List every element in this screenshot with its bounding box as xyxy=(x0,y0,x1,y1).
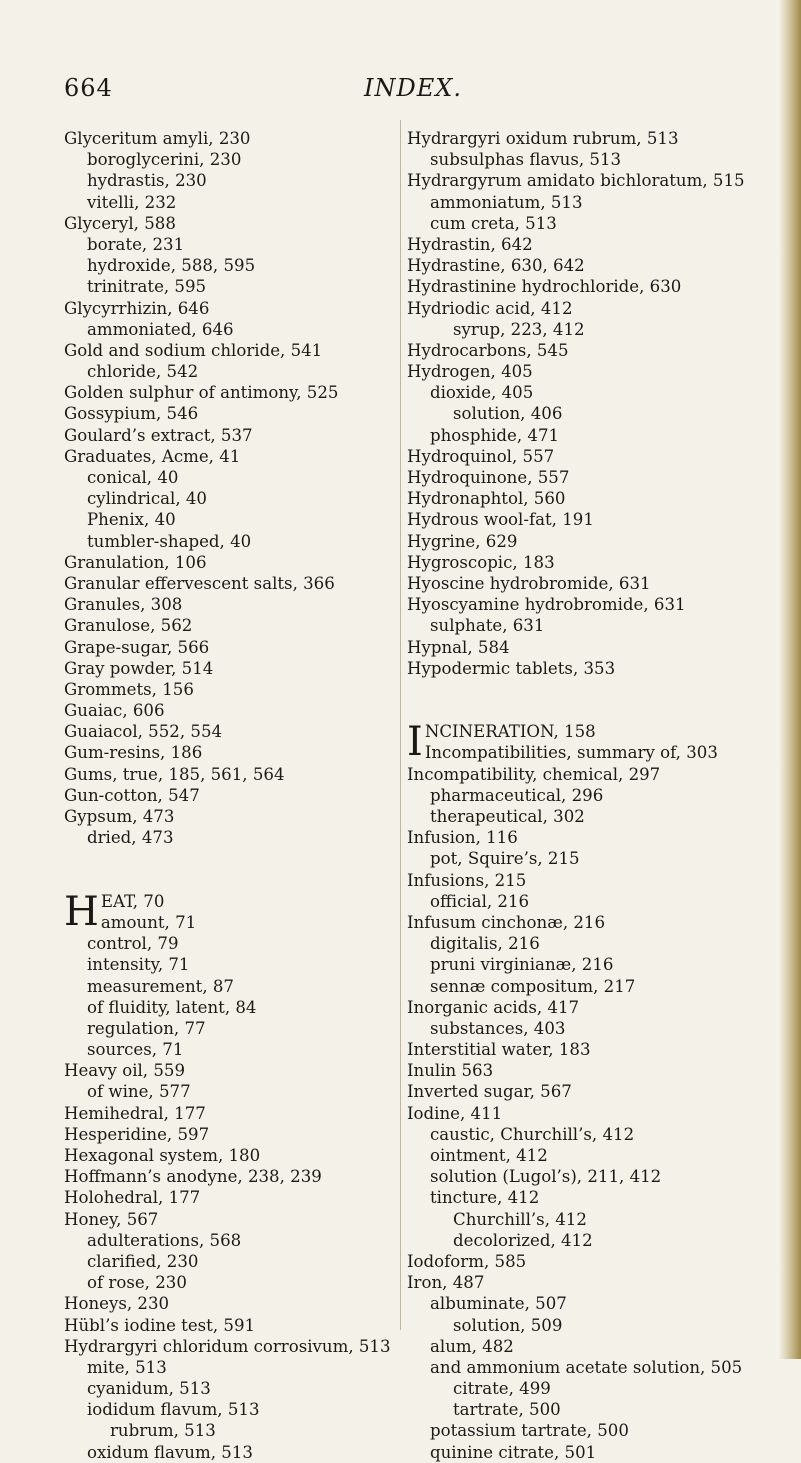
index-entry: NCINERATION, 158 xyxy=(424,722,596,742)
index-entry: Gray powder, 514 xyxy=(64,658,214,678)
index-entry: Gold and sodium chloride, 541 xyxy=(64,340,323,360)
index-entry: Inulin 563 xyxy=(407,1061,494,1081)
index-entry: Hydrastine, 630, 642 xyxy=(407,256,585,276)
index-entry: Glycyrrhizin, 646 xyxy=(64,298,210,318)
index-entry: Hydriodic acid, 412 xyxy=(407,298,573,318)
index-entry: Golden sulphur of antimony, 525 xyxy=(64,383,339,403)
index-entry: Gums, true, 185, 561, 564 xyxy=(64,764,285,784)
index-entry: tincture, 412 xyxy=(430,1188,540,1208)
index-entry: Iodoform, 585 xyxy=(407,1251,527,1271)
index-entry: Granulose, 562 xyxy=(64,616,193,636)
index-entry: syrup, 223, 412 xyxy=(453,319,585,339)
index-entry: solution, 406 xyxy=(453,404,563,424)
index-entry: of fluidity, latent, 84 xyxy=(87,997,257,1017)
index-entry: potassium tartrate, 500 xyxy=(430,1421,629,1441)
index-entry: Gypsum, 473 xyxy=(64,807,175,826)
index-entry: dioxide, 405 xyxy=(430,383,534,403)
section-h-entries xyxy=(64,933,394,1463)
index-entry: Inorganic acids, 417 xyxy=(407,997,580,1017)
index-entry: caustic, Churchill’s, 412 xyxy=(430,1124,635,1144)
index-entry: Hypodermic tablets, 353 xyxy=(407,658,616,678)
index-entry: pot, Squire’s, 215 xyxy=(430,849,580,869)
index-entry: solution (Lugol’s), 211, 412 xyxy=(430,1167,662,1187)
index-entry: Phenix, 40 xyxy=(87,510,176,530)
index-entry: regulation, 77 xyxy=(87,1018,206,1038)
index-entry: Hydrastinine hydrochloride, 630 xyxy=(407,277,682,297)
index-entry: Iron, 487 xyxy=(407,1273,485,1293)
running-head: INDEX. xyxy=(364,74,462,102)
section-i-start xyxy=(407,719,787,766)
column-divider xyxy=(400,120,401,1330)
index-entry: Grape-sugar, 566 xyxy=(64,637,210,657)
left-column xyxy=(64,128,394,1463)
index-entry: of wine, 577 xyxy=(87,1082,191,1102)
index-entry: adulterations, 568 xyxy=(87,1230,242,1250)
index-entry: Granules, 308 xyxy=(64,595,183,615)
index-entry: Incompatibility, chemical, 297 xyxy=(407,764,661,784)
index-entry: quinine citrate, 501 xyxy=(430,1442,597,1462)
index-entry: mite, 513 xyxy=(87,1357,167,1377)
index-entry: dried, 473 xyxy=(87,828,174,848)
index-entry: Gossypium, 546 xyxy=(64,404,199,424)
dropcap-i: I xyxy=(407,719,423,766)
index-entry: oxidum flavum, 513 xyxy=(87,1442,253,1462)
index-entry: digitalis, 216 xyxy=(430,934,540,954)
index-entry: alum, 482 xyxy=(430,1336,514,1356)
index-entry: of rose, 230 xyxy=(87,1273,187,1293)
index-entry: cylindrical, 40 xyxy=(87,489,207,509)
index-entry: Granular effervescent salts, 366 xyxy=(64,573,335,593)
page-number: 664 xyxy=(64,74,113,102)
index-entry: Hemihedral, 177 xyxy=(64,1103,206,1123)
index-entry: Hoffmann’s anodyne, 238, 239 xyxy=(64,1167,322,1187)
index-entry: Hydrogen, 405 xyxy=(407,362,533,382)
index-entry: Hesperidine, 597 xyxy=(64,1124,210,1144)
index-entry: Hydrous wool-fat, 191 xyxy=(407,510,594,530)
index-entry: phosphide, 471 xyxy=(430,425,560,445)
index-entry: measurement, 87 xyxy=(87,976,234,996)
section-h-continued-entries xyxy=(407,128,787,679)
index-entry: Infusions, 215 xyxy=(407,870,527,890)
index-entry: sulphate, 631 xyxy=(430,616,545,636)
index-entry: Infusum cinchonæ, 216 xyxy=(407,912,606,932)
index-entry: boroglycerini, 230 xyxy=(87,150,242,170)
index-entry: Goulard’s extract, 537 xyxy=(64,425,253,445)
index-entry: Hydrargyrum amidato bichloratum, 515 xyxy=(407,171,745,191)
index-entry: Hygroscopic, 183 xyxy=(407,552,555,572)
index-entry: sources, 71 xyxy=(87,1040,184,1060)
index-entry: intensity, 71 xyxy=(87,955,190,975)
index-entry: rubrum, 513 xyxy=(110,1421,216,1441)
index-entry: Hydrargyri oxidum rubrum, 513 xyxy=(407,129,679,148)
index-entry: Infusion, 116 xyxy=(407,828,518,848)
index-entry: albuminate, 507 xyxy=(430,1294,567,1314)
index-entry: Honey, 567 xyxy=(64,1209,159,1229)
index-entry: hydroxide, 588, 595 xyxy=(87,256,256,276)
index-entry: Graduates, Acme, 41 xyxy=(64,446,241,466)
index-entry: tumbler-shaped, 40 xyxy=(87,531,252,551)
index-entry: ammoniatum, 513 xyxy=(430,192,583,212)
index-entry: Hexagonal system, 180 xyxy=(64,1146,261,1166)
index-entry: pruni virginianæ, 216 xyxy=(430,955,614,975)
index-entry: EAT, 70 xyxy=(100,891,165,911)
index-entry: Inverted sugar, 567 xyxy=(407,1082,572,1102)
index-entry: Hydrastin, 642 xyxy=(407,234,533,254)
index-entry: Honeys, 230 xyxy=(64,1294,170,1314)
section-g-entries xyxy=(64,128,394,848)
index-entry: clarified, 230 xyxy=(87,1251,199,1271)
index-entry: Incompatibilities, summary of, 303 xyxy=(424,743,718,763)
index-entry: Interstitial water, 183 xyxy=(407,1040,591,1060)
index-entry: Grommets, 156 xyxy=(64,679,194,699)
index-entry: Gum-resins, 186 xyxy=(64,743,203,763)
index-entry: pharmaceutical, 296 xyxy=(430,785,604,805)
index-entry: therapeutical, 302 xyxy=(430,807,585,827)
index-entry: solution, 509 xyxy=(453,1315,563,1335)
index-entry: decolorized, 412 xyxy=(453,1230,593,1250)
index-entry: citrate, 499 xyxy=(453,1379,551,1399)
index-entry: amount, 71 xyxy=(100,912,197,932)
index-entry: borate, 231 xyxy=(87,234,185,254)
index-entry: Hübl’s iodine test, 591 xyxy=(64,1315,256,1335)
index-entry: tartrate, 500 xyxy=(453,1400,561,1420)
index-entry: Guaiacol, 552, 554 xyxy=(64,722,223,742)
index-entry: Hydronaphtol, 560 xyxy=(407,489,566,509)
index-entry: Holohedral, 177 xyxy=(64,1188,201,1208)
right-column xyxy=(407,128,787,1463)
index-entry: subsulphas flavus, 513 xyxy=(430,150,622,170)
dropcap-h: H xyxy=(64,888,99,935)
index-entry: Hyoscine hydrobromide, 631 xyxy=(407,573,651,593)
index-entry: Hypnal, 584 xyxy=(407,637,510,657)
index-entry: Iodine, 411 xyxy=(407,1103,503,1123)
index-entry: hydrastis, 230 xyxy=(87,171,207,191)
index-entry: Glyceryl, 588 xyxy=(64,213,176,233)
index-entry: control, 79 xyxy=(87,934,179,954)
index-entry: chloride, 542 xyxy=(87,362,199,382)
index-entry: Hydrocarbons, 545 xyxy=(407,340,569,360)
index-entry: cum creta, 513 xyxy=(430,213,557,233)
index-entry: substances, 403 xyxy=(430,1018,566,1038)
index-entry: Glyceritum amyli, 230 xyxy=(64,129,251,148)
page-header xyxy=(64,74,704,108)
index-entry: Hydroquinol, 557 xyxy=(407,446,555,466)
section-h-start xyxy=(64,888,394,935)
index-entry: Granulation, 106 xyxy=(64,552,207,572)
index-entry: Gun-cotton, 547 xyxy=(64,785,200,805)
section-gap xyxy=(407,679,787,721)
index-entry: Guaiac, 606 xyxy=(64,701,165,721)
index-entry: Churchill’s, 412 xyxy=(453,1209,587,1229)
index-entry: official, 216 xyxy=(430,891,530,911)
index-entry: Hydroquinone, 557 xyxy=(407,468,570,487)
index-entry: conical, 40 xyxy=(87,468,179,487)
index-entry: Hygrine, 629 xyxy=(407,531,518,551)
index-entry: Hydrargyri chloridum corrosivum, 513 xyxy=(64,1336,391,1356)
index-entry: ammoniated, 646 xyxy=(87,319,234,339)
index-entry: and ammonium acetate solution, 505 xyxy=(430,1357,743,1377)
section-gap xyxy=(64,848,394,890)
index-entry: Heavy oil, 559 xyxy=(64,1061,186,1081)
index-entry: Hyoscyamine hydrobromide, 631 xyxy=(407,595,686,615)
index-entry: iodidum flavum, 513 xyxy=(87,1400,260,1420)
index-entry: ointment, 412 xyxy=(430,1146,548,1166)
index-entry: vitelli, 232 xyxy=(87,192,177,212)
index-entry: cyanidum, 513 xyxy=(87,1379,211,1399)
section-i-entries xyxy=(407,764,787,1463)
index-entry: sennæ compositum, 217 xyxy=(430,976,636,996)
index-entry: trinitrate, 595 xyxy=(87,277,207,297)
